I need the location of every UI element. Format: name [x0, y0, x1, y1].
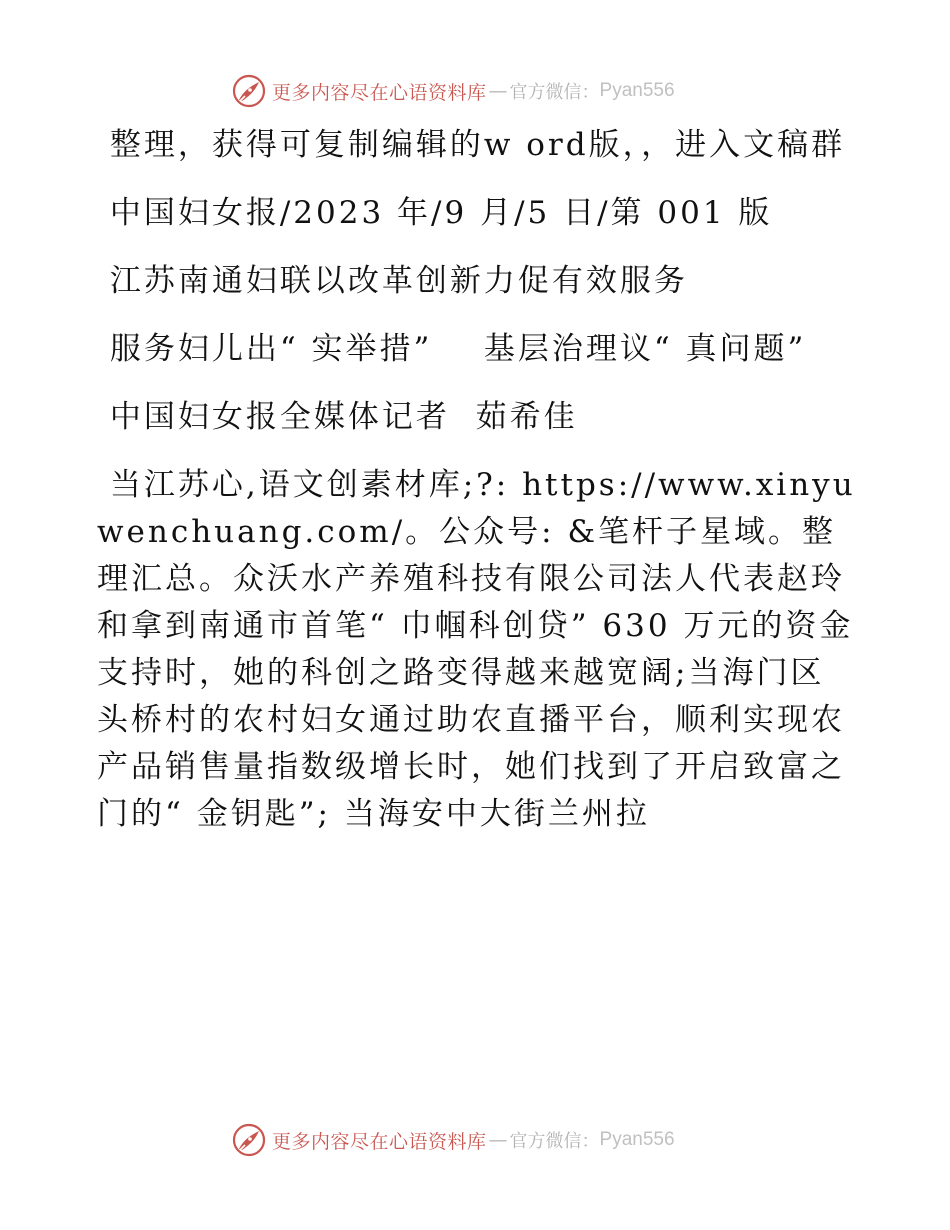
paragraph-headline: 江苏南通妇联以改革创新力促有效服务 — [97, 263, 688, 299]
paragraph-byline: 中国妇女报全媒体记者 茹希佳 — [97, 399, 578, 435]
document-body — [97, 122, 857, 838]
header-banner — [0, 71, 950, 111]
paragraph-body: 当江苏心,语文创素材库;?: https://www.xinyuwenchuang.com/。公众号: &笔杆子星域。整理汇总。众沃水产养殖科技有限公司法人代表赵玲和拿到南通市首笔“ 巾帼科创贷” 630 万元的资金支持时，她的科创之路变得越来越宽阔;当海门区头桥村的农村妇女通过助农直播平台，顺利实现农产品销售量指数级增长时，她们找到了开启致富之门的“ 金钥匙”; 当海安中大街兰州拉 — [97, 467, 856, 832]
banner-separator: — — [488, 80, 508, 102]
banner-subtitle: 官方微信： — [509, 1131, 600, 1152]
banner-wechat-id: Pyan556 — [599, 80, 675, 101]
pen-nib-logo-icon — [232, 74, 266, 108]
paragraph-intro-note: 整理，获得可复制编辑的w ord版，，进入文稿群 — [97, 127, 846, 163]
footer-banner — [0, 1120, 950, 1160]
banner-title: 更多内容尽在心语资料库 — [272, 81, 487, 104]
banner-wechat-id: Pyan556 — [599, 1129, 675, 1150]
banner-separator: — — [488, 1129, 508, 1151]
banner-title: 更多内容尽在心语资料库 — [272, 1130, 487, 1153]
paragraph-publication-info: 中国妇女报/2023 年/9 月/5 日/第 001 版 — [97, 195, 773, 231]
paragraph-subheadline: 服务妇儿出“ 实举措” 基层治理议“ 真问题” — [97, 331, 807, 367]
pen-nib-logo-icon — [232, 1123, 266, 1157]
banner-subtitle: 官方微信： — [509, 82, 600, 103]
